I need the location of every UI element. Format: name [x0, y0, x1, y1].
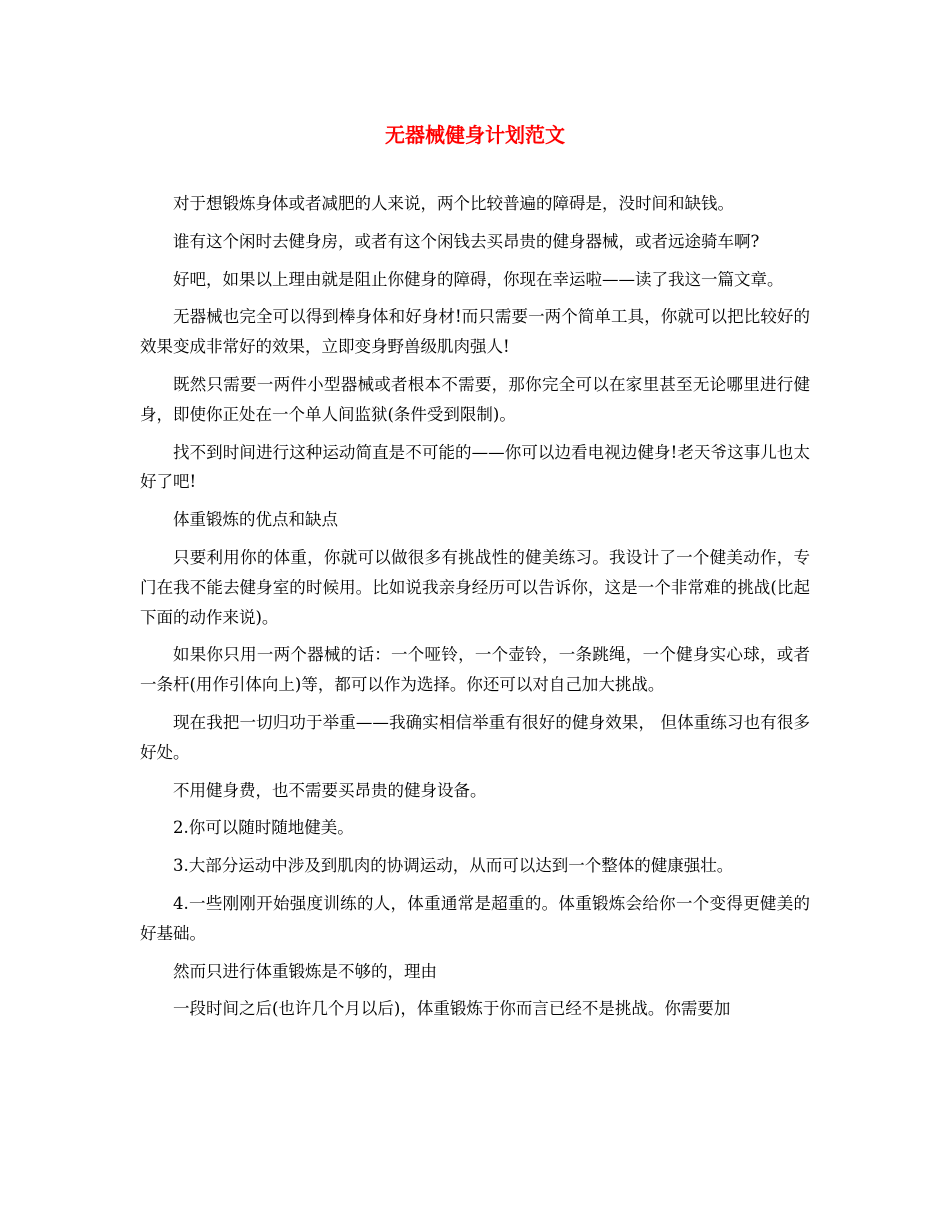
paragraph: 好吧，如果以上理由就是阻止你健身的障碍，你现在幸运啦——读了我这一篇文章。	[173, 269, 784, 289]
list-item: 3.大部分运动中涉及到肌肉的协调运动，从而可以达到一个整体的健康强壮。	[173, 856, 734, 876]
paragraph: 然而只进行体重锻炼是不够的，理由	[173, 961, 437, 981]
paragraph: 找不到时间进行这种运动简直是不可能的——你可以边看电视边健身!老天爷这事儿也太好了吧!	[140, 442, 810, 492]
paragraph: 如果你只用一两个器械的话：一个哑铃，一个壶铃，一条跳绳，一个健身实心球，或者一条杆(用作引体向上)等，都可以作为选择。你还可以对自己加大挑战。	[140, 645, 810, 695]
paragraph: 现在我把一切归功于举重——我确实相信举重有很好的健身效果， 但体重练习也有很多好处。	[140, 712, 810, 762]
document-title: 无器械健身计划范文	[385, 123, 565, 147]
paragraph: 一段时间之后(也许几个月以后)，体重锻炼于你而言已经不是挑战。你需要加	[173, 999, 731, 1019]
paragraph: 无器械也完全可以得到棒身体和好身材!而只需要一两个简单工具，你就可以把比较好的效果变成非常好的效果，立即变身野兽级肌肉强人!	[140, 307, 810, 357]
paragraph: 谁有这个闲时去健身房，或者有这个闲钱去买昂贵的健身器械，或者远途骑车啊?	[173, 231, 760, 251]
list-item: 不用健身费，也不需要买昂贵的健身设备。	[173, 780, 487, 800]
list-item: 4.一些刚刚开始强度训练的人，体重通常是超重的。体重锻炼会给你一个变得更健美的好基础。	[140, 893, 810, 943]
document-body	[140, 189, 810, 1032]
list-item: 2.你可以随时随地健美。	[173, 818, 354, 838]
section-heading: 体重锻炼的优点和缺点	[173, 510, 338, 530]
paragraph: 对于想锻炼身体或者减肥的人来说，两个比较普遍的障碍是，没时间和缺钱。	[173, 194, 734, 213]
paragraph: 只要利用你的体重，你就可以做很多有挑战性的健美练习。我设计了一个健美动作，专门在我不能去健身室的时候用。比如说我亲身经历可以告诉你，这是一个非常难的挑战(比起下面的动作来说)。	[140, 547, 810, 627]
paragraph: 既然只需要一两件小型器械或者根本不需要，那你完全可以在家里甚至无论哪里进行健身，即使你正处在一个单人间监狱(条件受到限制)。	[140, 374, 810, 424]
